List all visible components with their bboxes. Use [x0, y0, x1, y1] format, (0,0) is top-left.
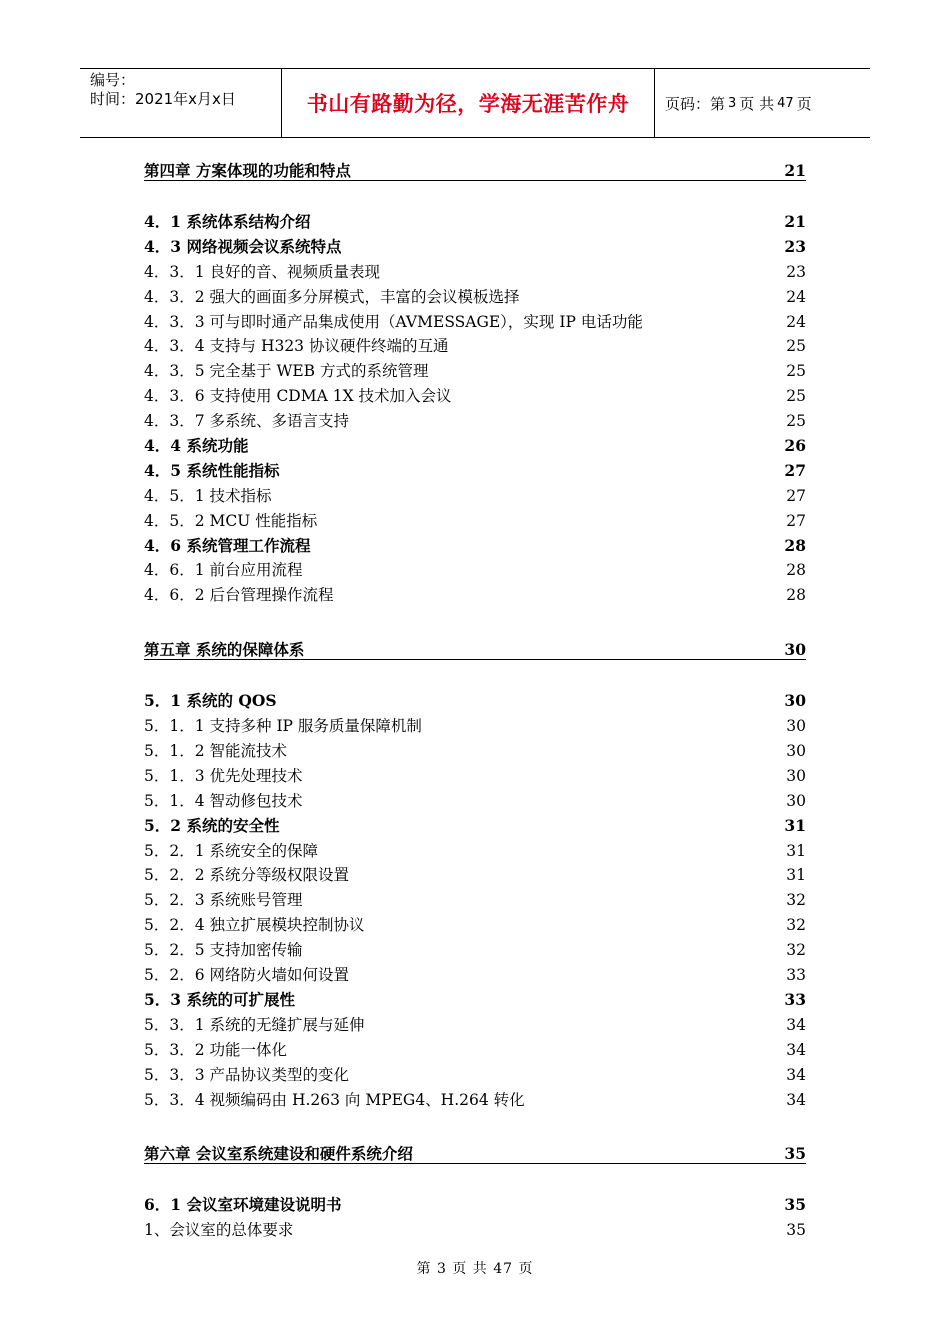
toc-entry-page[interactable]: 28 [786, 561, 806, 580]
page-header [80, 68, 870, 138]
toc-entry-page[interactable]: 27 [784, 460, 806, 480]
page-suffix: 页 [796, 94, 812, 113]
toc-item-row [144, 1013, 806, 1038]
toc-entry-title[interactable]: 4．3．2 强大的画面多分屏模式，丰富的会议模板选择 [144, 287, 520, 306]
toc-item-row [144, 558, 806, 583]
toc-entry-page[interactable]: 27 [786, 511, 806, 530]
toc-section-row [144, 1193, 806, 1218]
toc-entry-title[interactable]: 5．3 系统的可扩展性 [144, 989, 295, 1009]
toc-entry-page[interactable]: 25 [786, 337, 806, 356]
toc-entry-page[interactable]: 23 [786, 262, 806, 281]
toc-item-row [144, 789, 806, 814]
toc-section-row [144, 988, 806, 1013]
toc-section-row [144, 434, 806, 459]
toc-entry-page[interactable]: 24 [786, 312, 806, 331]
toc-entry-page[interactable]: 32 [786, 916, 806, 935]
toc-entry-title[interactable]: 5．1 系统的 QOS [144, 691, 277, 711]
toc-entry-title[interactable]: 5．2．3 系统账号管理 [144, 891, 303, 910]
page-middle: 页 共 [739, 94, 775, 113]
toc-chapter-row [144, 1141, 806, 1164]
toc-entry-title[interactable]: 第六章 会议室系统建设和硬件系统介绍 [144, 1144, 413, 1164]
toc-item-row [144, 888, 806, 913]
toc-item-row [144, 739, 806, 764]
page-prefix: 页码：第 [665, 94, 726, 113]
toc-section-row [144, 459, 806, 484]
toc-entry-title[interactable]: 5．3．2 功能一体化 [144, 1040, 288, 1059]
toc-entry-page[interactable]: 23 [784, 236, 806, 256]
toc-item-row [144, 334, 806, 359]
toc-entry-title[interactable]: 4．4 系统功能 [144, 436, 249, 456]
toc-entry-title[interactable]: 5．2．6 网络防火墙如何设置 [144, 966, 350, 985]
toc-item-row [144, 310, 806, 335]
toc-spacer [144, 608, 806, 637]
toc-entry-title[interactable]: 5．1．4 智动修包技术 [144, 791, 303, 810]
toc-entry-page[interactable]: 31 [786, 866, 806, 885]
toc-entry-page[interactable]: 35 [784, 1195, 806, 1215]
toc-entry-page[interactable]: 35 [786, 1221, 806, 1240]
toc-entry-page[interactable]: 28 [784, 535, 806, 555]
toc-entry-page[interactable]: 35 [784, 1144, 806, 1164]
toc-item-row [144, 509, 806, 534]
toc-item-row [144, 1218, 806, 1243]
toc-entry-page[interactable]: 24 [786, 287, 806, 306]
toc-spacer [144, 1112, 806, 1141]
toc-entry-page[interactable]: 33 [786, 966, 806, 985]
toc-item-row [144, 484, 806, 509]
toc-section-row [144, 534, 806, 559]
toc-entry-title[interactable]: 4．3．1 良好的音、视频质量表现 [144, 262, 381, 281]
toc-entry-title[interactable]: 4．3．7 多系统、多语言支持 [144, 412, 350, 431]
toc-entry-title[interactable]: 4．6．2 后台管理操作流程 [144, 586, 334, 605]
header-page-info [655, 69, 870, 137]
toc-entry-title[interactable]: 5．2．2 系统分等级权限设置 [144, 866, 350, 885]
toc-item-row [144, 384, 806, 409]
toc-section-row [144, 689, 806, 714]
toc-entry-page[interactable]: 30 [784, 640, 806, 660]
toc-entry-page[interactable]: 34 [786, 1090, 806, 1109]
toc-entry-page[interactable]: 25 [786, 412, 806, 431]
toc-item-row [144, 863, 806, 888]
toc-entry-page[interactable]: 30 [786, 742, 806, 761]
toc-entry-title[interactable]: 5．1．1 支持多种 IP 服务质量保障机制 [144, 717, 422, 736]
page-footer: 第 3 页 共 47 页 [416, 1261, 534, 1277]
toc-item-row [144, 764, 806, 789]
toc-entry-title[interactable]: 1、会议室的总体要求 [144, 1221, 294, 1240]
toc-item-row [144, 714, 806, 739]
toc-chapter-row [144, 158, 806, 181]
toc-spacer [144, 181, 806, 210]
toc-entry-page[interactable]: 30 [784, 691, 806, 711]
toc-entry-page[interactable]: 26 [784, 436, 806, 456]
toc-entry-page[interactable]: 28 [786, 586, 806, 605]
toc-entry-page[interactable]: 30 [786, 766, 806, 785]
toc-entry-page[interactable]: 32 [786, 891, 806, 910]
toc-entry-title[interactable]: 4．3．3 可与即时通产品集成使用（AVMESSAGE），实现 IP 电话功能 [144, 312, 643, 331]
toc-entry-page[interactable]: 32 [786, 941, 806, 960]
toc-item-row [144, 963, 806, 988]
toc-entry-page[interactable]: 25 [786, 362, 806, 381]
toc-entry-title[interactable]: 4．3．4 支持与 H323 协议硬件终端的互通 [144, 337, 449, 356]
table-of-contents [144, 158, 806, 1243]
toc-item-row [144, 260, 806, 285]
toc-entry-page[interactable]: 33 [784, 989, 806, 1009]
toc-entry-title[interactable]: 4．6 系统管理工作流程 [144, 535, 311, 555]
toc-entry-title[interactable]: 5．2．1 系统安全的保障 [144, 841, 319, 860]
toc-entry-page[interactable]: 30 [786, 717, 806, 736]
toc-entry-title[interactable]: 4．5．2 MCU 性能指标 [144, 511, 318, 530]
toc-entry-title[interactable]: 5．2 系统的安全性 [144, 815, 280, 835]
toc-section-row [144, 814, 806, 839]
toc-spacer [144, 660, 806, 689]
toc-entry-title[interactable]: 5．2．5 支持加密传输 [144, 941, 303, 960]
toc-item-row [144, 409, 806, 434]
toc-entry-title[interactable]: 5．3．4 视频编码由 H.263 向 MPEG4、H.264 转化 [144, 1090, 525, 1109]
toc-chapter-row [144, 637, 806, 660]
toc-spacer [144, 1164, 806, 1193]
toc-entry-title[interactable]: 5．1．2 智能流技术 [144, 742, 288, 761]
toc-entry-title[interactable]: 6．1 会议室环境建设说明书 [144, 1195, 342, 1215]
toc-entry-page[interactable]: 27 [786, 486, 806, 505]
toc-entry-page[interactable]: 30 [786, 791, 806, 810]
toc-entry-page[interactable]: 25 [786, 387, 806, 406]
toc-entry-title[interactable]: 第五章 系统的保障体系 [144, 640, 305, 660]
toc-section-row [144, 210, 806, 235]
toc-entry-page[interactable]: 31 [784, 815, 806, 835]
toc-entry-title[interactable]: 4．5 系统性能指标 [144, 460, 280, 480]
toc-entry-title[interactable]: 4．3 网络视频会议系统特点 [144, 236, 342, 256]
toc-entry-title[interactable]: 5．2．4 独立扩展模块控制协议 [144, 916, 365, 935]
toc-entry-title[interactable]: 4．3．6 支持使用 CDMA 1X 技术加入会议 [144, 387, 452, 406]
toc-entry-title[interactable]: 4．6．1 前台应用流程 [144, 561, 303, 580]
toc-entry-page[interactable]: 21 [784, 212, 806, 231]
toc-entry-page[interactable]: 34 [786, 1040, 806, 1059]
toc-item-row [144, 1038, 806, 1063]
page-total: 47 [777, 95, 794, 111]
toc-entry-title[interactable]: 4．3．5 完全基于 WEB 方式的系统管理 [144, 362, 429, 381]
toc-item-row [144, 1088, 806, 1113]
toc-entry-title[interactable]: 5．1．3 优先处理技术 [144, 766, 303, 785]
toc-entry-page[interactable]: 21 [784, 161, 806, 180]
header-motto: 书山有路勤为径，学海无涯苦作舟 [282, 69, 655, 137]
toc-item-row [144, 913, 806, 938]
toc-item-row [144, 285, 806, 310]
toc-section-row [144, 235, 806, 260]
toc-entry-page[interactable]: 34 [786, 1065, 806, 1084]
toc-item-row [144, 359, 806, 384]
toc-entry-title[interactable]: 5．3．1 系统的无缝扩展与延伸 [144, 1015, 365, 1034]
toc-item-row [144, 938, 806, 963]
toc-entry-title[interactable]: 4．5．1 技术指标 [144, 486, 272, 505]
toc-item-row [144, 583, 806, 608]
header-left-cell [80, 69, 282, 137]
toc-entry-page[interactable]: 31 [786, 841, 806, 860]
toc-entry-title[interactable]: 5．3．3 产品协议类型的变化 [144, 1065, 350, 1084]
toc-item-row [144, 1063, 806, 1088]
serial-label: 编号： [90, 71, 136, 89]
toc-item-row [144, 839, 806, 864]
date-label: 时间：2021年x月x日 [90, 90, 236, 108]
toc-entry-title[interactable]: 4．1 系统体系结构介绍 [144, 212, 311, 231]
page-current: 3 [728, 95, 737, 111]
toc-entry-page[interactable]: 34 [786, 1015, 806, 1034]
toc-entry-title[interactable]: 第四章 方案体现的功能和特点 [144, 161, 351, 180]
